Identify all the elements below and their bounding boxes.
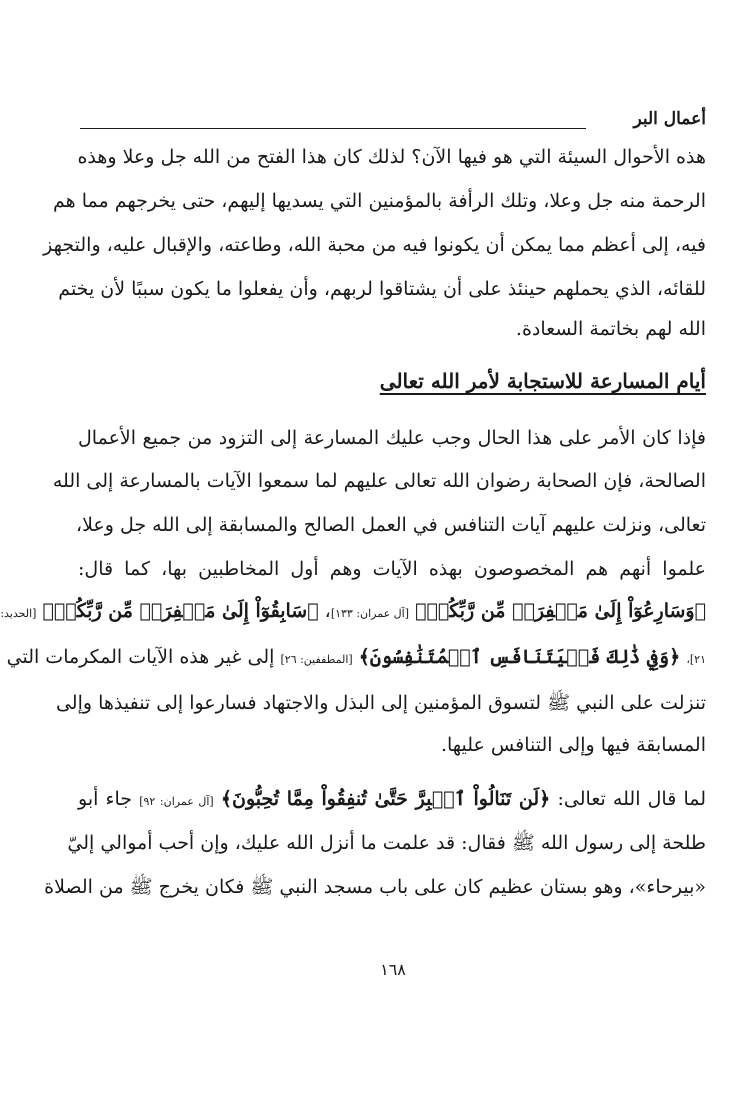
text-line: الله لهم بخاتمة السعادة. xyxy=(515,318,706,340)
text-line: فيه، إلى أعظم مما يمكن أن يكونوا فيه من محبة الله، وطاعته، والإقبال عليه، والتجهز xyxy=(43,234,706,256)
text-line: علموا أنهم هم المخصوصون بهذه الآيات وهم أول المخاطبين بها، كما قال: xyxy=(78,558,706,580)
running-header xyxy=(80,108,706,132)
verse-reference: [آل عمران: ٩٢] xyxy=(139,795,214,808)
text-line: المسابقة فيها وإلى التنافس عليها. xyxy=(440,734,706,756)
quran-quote: ﴿وَسَارِعُوٓاْ إِلَىٰ مَغۡفِرَةٖ مِّن رَّبِّكُمۡ﴾ xyxy=(415,600,706,622)
verse-reference: [الحديد: xyxy=(0,607,37,620)
verse-line xyxy=(6,642,706,676)
header-title: أعمال البر xyxy=(633,109,706,129)
text-line: فإذا كان الأمر على هذا الحال وجب عليك المسارعة إلى التزود من جميع الأعمال xyxy=(78,427,706,449)
header-rule xyxy=(80,128,586,129)
verse-reference: [المطففين: ٢٦] xyxy=(280,653,353,666)
page-number: ١٦٨ xyxy=(380,960,406,979)
quran-quote: ﴿سَابِقُوٓاْ إِلَىٰ مَغۡفِرَةٖ مِّن رَّبِّكُمۡ﴾ xyxy=(42,600,319,622)
text-line: تعالى، ونزلت عليهم آيات التنافس في العمل الصالح والمسابقة إلى الله جل وعلا، xyxy=(75,514,706,536)
text-line: تنزلت على النبي ﷺ لتسوق المؤمنين إلى البذل والاجتهاد فسارعوا إلى تنفيذها وإلى xyxy=(55,692,706,714)
text-line: هذه الأحوال السيئة التي هو فيها الآن؟ لذلك كان هذا الفتح من الله جل وعلا وهذه xyxy=(77,146,706,168)
quran-quote: ﴿وَفِي ذَٰلِكَ فَلۡيَتَنَافَسِ ٱلۡمُتَنَٰفِسُونَ﴾ xyxy=(358,646,681,668)
text-line: طلحة إلى رسول الله ﷺ فقال: قد علمت ما أنزل الله عليك، وإن أحب أموالي إليّ xyxy=(67,832,706,854)
verse-reference: [آل عمران: ١٣٣] xyxy=(330,607,410,620)
verse-intro: لما قال الله تعالى: xyxy=(557,788,707,810)
text-line: للقائه، الذي يحملهم حينئذ على أن يشتاقوا لربهم، وأن يفعلوا ما يكون سببًا لأن يختم xyxy=(58,278,706,300)
verse-line: ﴿وَسَارِعُوٓاْ إِلَىٰ مَغۡفِرَةٖ مِّن رَّبِّكُمۡ﴾ [آل عمران: ١٣٣]، ﴿سَابِقُوٓاْ إِلَىٰ مَغۡفِرَةٖ مِّن رَّبِّكُمۡ﴾ [الحديد: xyxy=(0,600,706,622)
verse-text: إلى غير هذه الآيات المكرمات التي xyxy=(6,646,275,668)
text-line: الرحمة منه جل وعلا، وتلك الرأفة بالمؤمنين التي يسديها إليهم، حتى يخرجهم مما هم xyxy=(53,190,706,212)
quran-quote: ﴿لَن تَنَالُواْ ٱلۡبِرَّ حَتَّىٰ تُنفِقُواْ مِمَّا تُحِبُّونَ﴾ xyxy=(220,788,551,810)
verse-line xyxy=(78,784,706,818)
text-line: «بيرحاء»، وهو بستان عظيم كان على باب مسجد النبي ﷺ فكان يخرج ﷺ من الصلاة xyxy=(44,876,706,898)
verse-reference: ٢١]، xyxy=(686,653,706,666)
section-heading: أيام المسارعة للاستجابة لأمر الله تعالى xyxy=(379,369,706,393)
text-line: الصالحة، فإن الصحابة رضوان الله تعالى عليهم لما سمعوا الآيات بالمسارعة إلى الله xyxy=(52,470,706,492)
verse-text: جاء أبو xyxy=(78,788,133,810)
